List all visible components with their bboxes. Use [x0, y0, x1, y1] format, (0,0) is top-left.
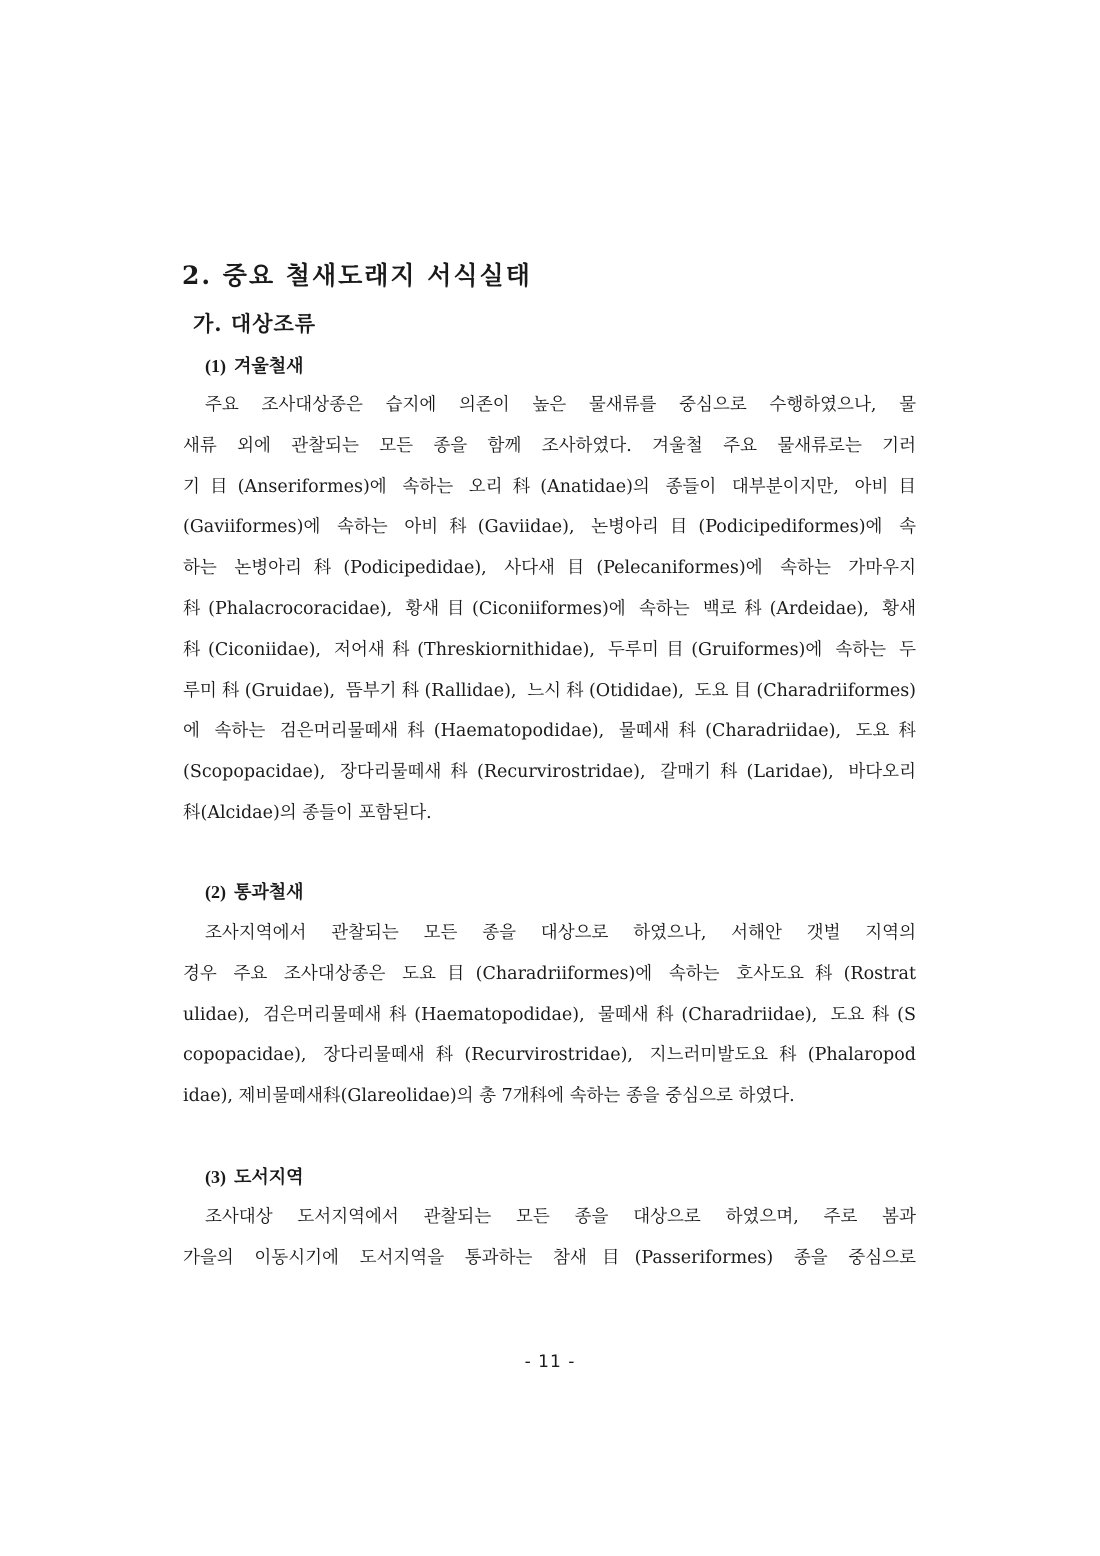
subsection-title: 통과철새	[234, 882, 304, 903]
text-line: 科(Ciconiidae), 저어새科(Threskiornithidae), 두루미目(Gruiformes)에 속하는 두	[183, 639, 916, 660]
text-line: copopacidae), 장다리물떼새科(Recurvirostridae), 지느러미발도요科(Phalaropod	[183, 1045, 916, 1066]
text-line: 경우 주요 조사대상종은 도요目(Charadriiformes)에 속하는 호사도요科(Rostrat	[183, 963, 916, 984]
text-line: (Gaviiformes)에 속하는 아비科(Gaviidae), 논병아리目(Podicipediformes)에 속	[183, 517, 916, 538]
paragraph-winter-birds	[183, 385, 916, 834]
page-number: - 11 -	[524, 1352, 576, 1372]
text-line: 새류 외에 관찰되는 모든 종을 함께 조사하였다. 겨울철 주요 물새류로는 기러	[183, 435, 916, 456]
section-subtitle: 가. 대상조류	[193, 311, 317, 336]
paragraph-island-regions	[183, 1197, 916, 1279]
text-line: 조사지역에서 관찰되는 모든 종을 대상으로 하였으나, 서해안 갯벌 지역의	[205, 923, 916, 943]
text-line: 루미科(Gruidae), 뜸부기科(Rallidae), 느시科(Otididae), 도요目(Charadriiformes)	[183, 680, 916, 701]
paragraph-passage-birds	[183, 913, 916, 1117]
text-line: 에 속하는 검은머리물떼새科(Haematopodidae), 물떼새科(Charadriidae), 도요科	[183, 721, 916, 742]
text-line: 조사대상 도서지역에서 관찰되는 모든 종을 대상으로 하였으며, 주로 봄과	[205, 1207, 916, 1227]
text-line: 기目(Anseriformes)에 속하는 오리科(Anatidae)의 종들이 대부분이지만, 아비目	[183, 476, 916, 497]
text-line: (Scopopacidae), 장다리물떼새科(Recurvirostridae), 갈매기科(Laridae), 바다오리	[183, 762, 916, 783]
subsection-heading-islands	[205, 1163, 304, 1189]
section-title: 2. 중요 철새도래지 서식실태	[182, 261, 532, 290]
subsection-title: 겨울철새	[234, 356, 304, 377]
subsection-number: (3)	[205, 1167, 226, 1187]
text-line: 科(Phalacrocoracidae), 황새目(Ciconiiformes)에 속하는 백로科(Ardeidae), 황새	[183, 598, 916, 619]
subsection-title: 도서지역	[234, 1167, 304, 1188]
text-line: ulidae), 검은머리물떼새科(Haematopodidae), 물떼새科(Charadriidae), 도요科(S	[183, 1004, 916, 1025]
text-line: 하는 논병아리科(Podicipedidae), 사다새目(Pelecaniformes)에 속하는 가마우지	[183, 558, 916, 579]
subsection-number: (2)	[205, 882, 226, 902]
subsection-heading-winter	[205, 352, 304, 378]
text-line: 주요 조사대상종은 습지에 의존이 높은 물새류를 중심으로 수행하였으나, 물	[205, 395, 916, 415]
text-line: idae), 제비물떼새科(Glareolidae)의 총 7개科에 속하는 종을 중심으로 하였다.	[183, 1086, 795, 1107]
subsection-number: (1)	[205, 356, 226, 376]
text-line: 科(Alcidae)의 종들이 포함된다.	[183, 802, 432, 823]
subsection-heading-passage	[205, 878, 304, 904]
text-line: 가을의 이동시기에 도서지역을 통과하는 참새目(Passeriformes) 종을 중심으로	[183, 1247, 916, 1268]
